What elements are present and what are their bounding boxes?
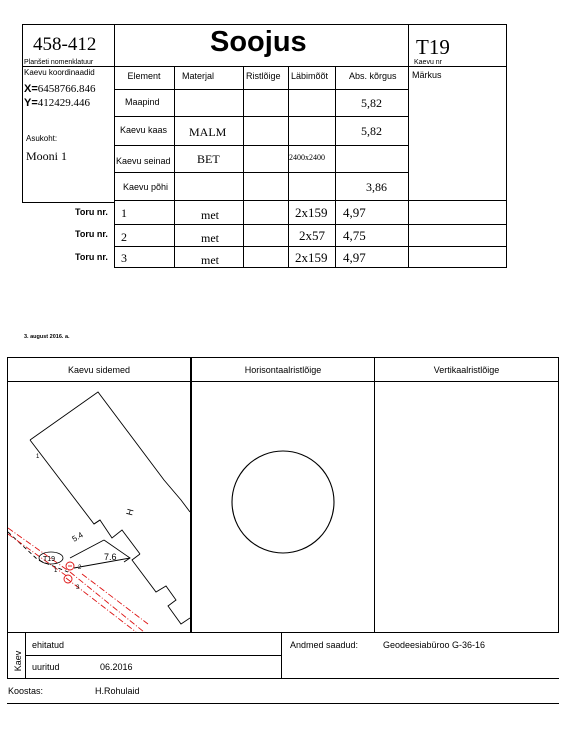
row-material-cover: MALM <box>189 125 227 139</box>
row-element-ground: Maapind <box>125 97 160 107</box>
col3-title: Vertikaalristlõige <box>433 365 500 375</box>
building-outline <box>30 392 190 512</box>
x-value: 6458766.846 <box>37 83 96 95</box>
x-coordinate <box>24 83 96 95</box>
frame-left <box>22 24 23 203</box>
location-value: Mooni 1 <box>26 149 68 163</box>
table-line-5 <box>114 200 507 201</box>
y-coordinate <box>24 97 90 109</box>
sketch-dim-76: 7.6 <box>104 552 117 562</box>
col-header-material: Materjal <box>182 71 215 81</box>
grid-top <box>7 357 559 358</box>
grid-bottom <box>7 632 559 633</box>
row-element-bottom: Kaevu põhi <box>123 182 169 192</box>
y-value: 412429.446 <box>37 97 91 109</box>
col1-title: Kaevu sidemed <box>67 365 131 375</box>
page-title: Soojus <box>210 26 307 58</box>
pipe-1-label: Toru nr. <box>75 207 108 217</box>
col-header-cross: Ristlõige <box>246 71 281 81</box>
pipe-2-height: 4,75 <box>343 228 366 243</box>
map-sheet-number: 458-412 <box>33 34 97 55</box>
col-header-diameter: Läbimõõt <box>291 71 329 81</box>
footer-left <box>7 632 8 679</box>
pipe-3-height: 4,97 <box>343 250 366 265</box>
row-material-walls: BET <box>197 152 220 166</box>
document-date: 3. august 2016. a. <box>24 334 70 340</box>
col2-title: Horisontaalristlõige <box>244 365 322 375</box>
footer-surveyed-label: uuritud <box>32 662 60 672</box>
author-line <box>7 703 559 704</box>
well-id-caption: Kaevu nr <box>414 59 443 66</box>
table-line-1 <box>114 89 409 90</box>
row-element-cover: Kaevu kaas <box>120 125 168 135</box>
pipe-2-number: 2 <box>121 230 127 244</box>
well-ties-sketch <box>8 382 190 632</box>
col-header-note: Märkus <box>412 70 442 80</box>
pipe-2-diameter: 2x57 <box>299 228 325 243</box>
table-line-6 <box>114 224 507 225</box>
pipe-1-diameter: 2x159 <box>295 205 328 220</box>
row-height-ground: 5,82 <box>361 96 382 110</box>
footer-built-label: ehitatud <box>32 640 65 650</box>
table-line-2 <box>114 116 409 117</box>
row-height-bottom: 3,86 <box>366 180 387 194</box>
pipe-3-label: Toru nr. <box>75 252 108 262</box>
row-height-cover: 5,82 <box>361 124 382 138</box>
table-line-4 <box>114 172 409 173</box>
x-label: X= <box>24 83 38 95</box>
sketch-corner-1: 1 <box>36 454 40 460</box>
pipe-2-material: met <box>201 231 219 245</box>
sketch-well-label: T19 <box>43 556 56 563</box>
dim-line-76 <box>74 558 130 568</box>
left-block-bottom <box>22 202 115 203</box>
pipe-3-number: 3 <box>121 251 127 265</box>
pipe-2-label: Toru nr. <box>75 229 108 239</box>
sketch-pipe-3: 3 <box>76 585 80 591</box>
col-line-diameter <box>288 66 289 268</box>
header-bottom-line <box>22 66 507 67</box>
sketch-pipe-2: 2 <box>78 565 82 571</box>
well-id: T19 <box>416 35 450 59</box>
grid-right <box>558 357 559 633</box>
footer-surveyed-value: 06.2016 <box>100 662 133 672</box>
pipe-1-material: met <box>201 208 219 222</box>
pipe-1-number: 1 <box>121 206 127 220</box>
table-line-3 <box>114 145 409 146</box>
map-sheet-caption: Planšeti nomenklatuur <box>24 59 94 66</box>
pipe-lines <box>8 528 148 632</box>
coords-caption: Kaevu koordinaadid <box>24 68 95 77</box>
col-line-cross <box>243 66 244 268</box>
col-header-element: Element <box>127 71 161 81</box>
well-circle <box>232 451 334 553</box>
footer-data-from-label: Andmed saadud: <box>290 640 359 650</box>
footer-author-value: H.Rohulaid <box>95 686 140 696</box>
footer-data-from-value: Geodeesiabüroo G-36-16 <box>383 640 486 650</box>
footer-row-divider <box>25 655 281 656</box>
col-line-height <box>335 66 336 268</box>
pipe-1-height: 4,97 <box>343 205 366 220</box>
footer-mid-divider <box>281 632 282 679</box>
y-label: Y= <box>24 97 38 109</box>
table-line-7 <box>114 246 507 247</box>
col-line-material <box>174 66 175 268</box>
table-line-8 <box>114 267 507 268</box>
sketch-dim-54: 5.4 <box>70 530 85 544</box>
footer-bottom <box>7 678 559 679</box>
row-element-walls: Kaevu seinad <box>116 156 171 166</box>
horizontal-section <box>192 382 374 632</box>
location-caption: Asukoht: <box>26 134 58 143</box>
footer-side-label: Kaev <box>13 650 23 672</box>
sketch-pipe-1: 1 <box>54 568 58 574</box>
frame-top <box>22 24 507 25</box>
divider-note-col <box>408 24 409 268</box>
pipe-3-material: met <box>201 253 219 267</box>
pipe-3-diameter: 2x159 <box>295 250 328 265</box>
sketch-building-label: H <box>124 507 136 517</box>
grid-divider-2 <box>374 357 375 633</box>
col-header-height: Abs. kõrgus <box>349 71 397 81</box>
footer-author-label: Koostas: <box>8 686 44 696</box>
frame-right <box>506 24 507 268</box>
row-diameter-walls: 2400x2400 <box>289 153 325 162</box>
